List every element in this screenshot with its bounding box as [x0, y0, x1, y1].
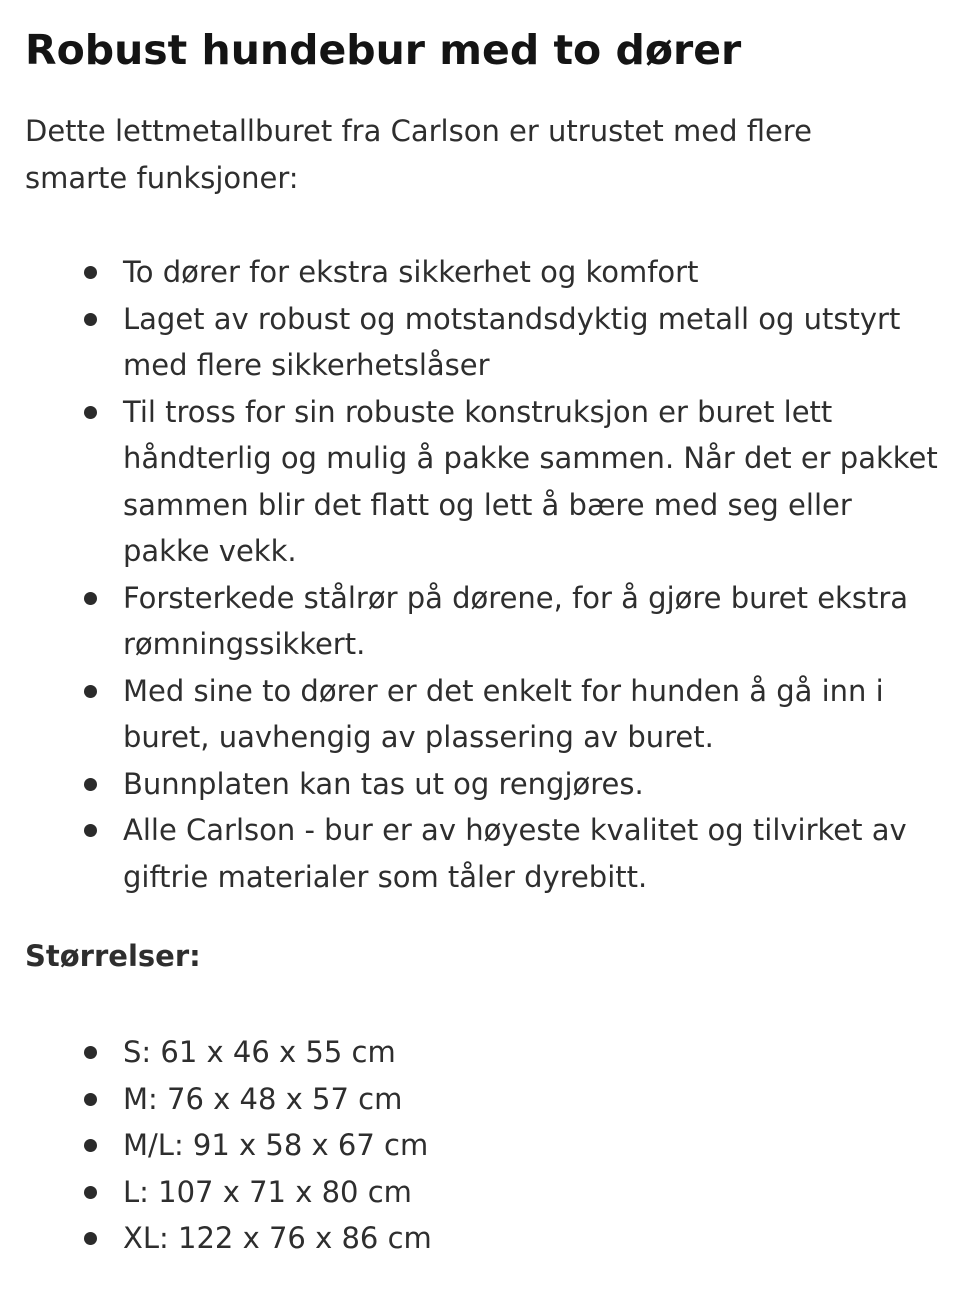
- size-item: XL: 122 x 76 x 86 cm: [0, 1215, 960, 1262]
- list-item: Alle Carlson - bur er av høyeste kvalitet og tilvirket av giftrie materialer som tåler dyrebitt.: [0, 807, 960, 900]
- size-list: [0, 1029, 960, 1262]
- list-item: Med sine to dører er det enkelt for hunden å gå inn i buret, uavhengig av plassering av buret.: [0, 668, 960, 761]
- size-item: S: 61 x 46 x 55 cm: [0, 1029, 960, 1076]
- intro-paragraph: Dette lettmetallburet fra Carlson er utrustet med flere smarte funksjoner:: [25, 114, 812, 195]
- sizes-heading: Størrelser:: [25, 939, 201, 973]
- size-item: M/L: 91 x 58 x 67 cm: [0, 1122, 960, 1169]
- list-item: Bunnplaten kan tas ut og rengjøres.: [0, 761, 960, 808]
- list-item: To dører for ekstra sikkerhet og komfort: [0, 249, 960, 296]
- size-item: L: 107 x 71 x 80 cm: [0, 1169, 960, 1216]
- size-item: M: 76 x 48 x 57 cm: [0, 1076, 960, 1123]
- list-item: Laget av robust og motstandsdyktig metall og utstyrt med flere sikkerhetslåser: [0, 296, 960, 389]
- list-item: Forsterkede stålrør på dørene, for å gjøre buret ekstra rømningssikkert.: [0, 575, 960, 668]
- page-title: Robust hundebur med to dører: [25, 26, 742, 74]
- feature-list: [0, 249, 960, 900]
- list-item: Til tross for sin robuste konstruksjon er buret lett håndterlig og mulig å pakke sammen. Når det er pakket sammen blir det flatt og lett å bære med seg eller pakke vekk.: [0, 389, 960, 575]
